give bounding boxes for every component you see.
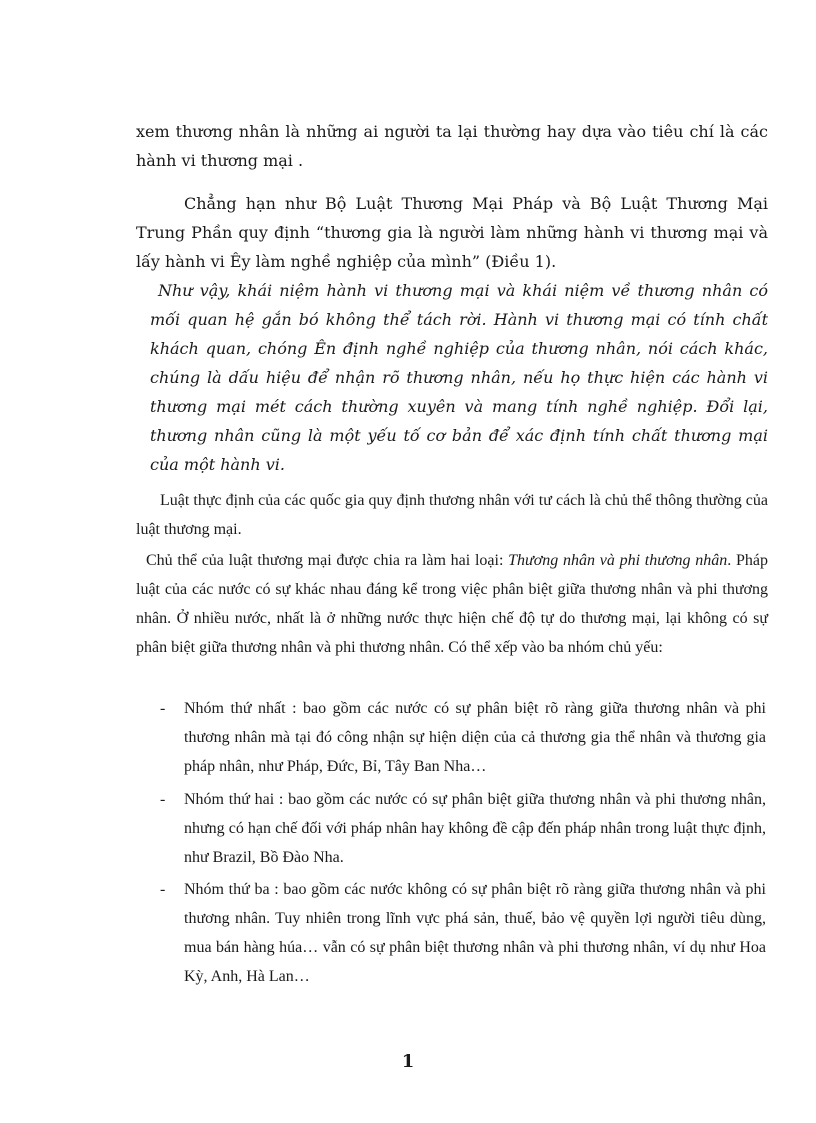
list-dash: - [160, 700, 166, 717]
list-item-text: Nhóm thứ ba : bao gồm các nước không có sự phân biệt rõ ràng giữa thương nhân và phi thương nhân. Tuy nhiên trong lĩnh vực phá sản, thuế, bảo vệ quyền lợi người tiêu dùng, mua bán hàng húa… vẫn có sự phân biệt thương nhân và phi thương nhân, ví dụ như Hoa Kỳ, Anh, Hà Lan… [184, 881, 766, 985]
paragraph-example: Chẳng hạn như Bộ Luật Thương Mại Pháp và Bộ Luật Thương Mại Trung Phần quy định “thương gia là người làm những hành vi thương mại và lấy hành vi Êy làm nghề nghiệp của mình” (Điều 1). [136, 194, 768, 271]
page-number: 1 [401, 1051, 415, 1072]
subjects-lead-text: Chủ thể của luật thương mại được chia ra làm hai loại: [146, 552, 509, 569]
list-dash: - [160, 791, 166, 808]
list-item-text: Nhóm thứ nhất : bao gồm các nước có sự phân biệt rõ ràng giữa thương nhân và phi thương nhân mà tại đó công nhận sự hiện diện của cả thương gia thể nhân và thương gia pháp nhân, như Pháp, Đức, Bỉ, Tây Ban Nha… [184, 700, 766, 775]
subjects-rest-text: . Pháp luật của các nước có sự khác nhau đáng kể trong việc phân biệt giữa thương nhân và phi thương nhân. Ở nhiều nước, nhất là ở những nước thực hiện chế độ tự do thương mại, lại không có sự phân biệt giữa thương nhân và phi thương nhân. Có thể xếp vào ba nhóm chủ yếu: [136, 552, 769, 656]
paragraph-subjects [136, 546, 768, 662]
list-item-text: Nhóm thứ hai : bao gồm các nước có sự phân biệt giữa thương nhân và phi thương nhân, nhưng có hạn chế đối với pháp nhân hay không đề cập đến pháp nhân trong luật thực định, như Brazil, Bồ Đào Nha. [184, 791, 766, 866]
paragraph-positive-law: Luật thực định của các quốc gia quy định thương nhân với tư cách là chủ thể thông thường của luật thương mại. [136, 492, 768, 538]
paragraph-italic-relation: Như vậy, khái niệm hành vi thương mại và khái niệm về thương nhân có mối quan hệ gắn bó không thể tách rời. Hành vi thương mại có tính chất khách quan, chóng Ên định nghề nghiệp của thương nhân, nói cách khác, chúng là dấu hiệu để nhận rõ thương nhân, nếu họ thực hiện các hành vi thương mại mét cách thường xuyên và mang tính nghề nghiệp. Đổi lại, thương nhân cũng là một yếu tố cơ bản để xác định tính chất thương mại của một hành vi. [150, 281, 768, 474]
paragraph-intro-continuation: xem thương nhân là những ai người ta lại thường hay dựa vào tiêu chí là các hành vi thương mại . [136, 122, 768, 170]
list-dash: - [160, 881, 166, 898]
subjects-italic-term: Thương nhân và phi thương nhân [508, 552, 728, 569]
